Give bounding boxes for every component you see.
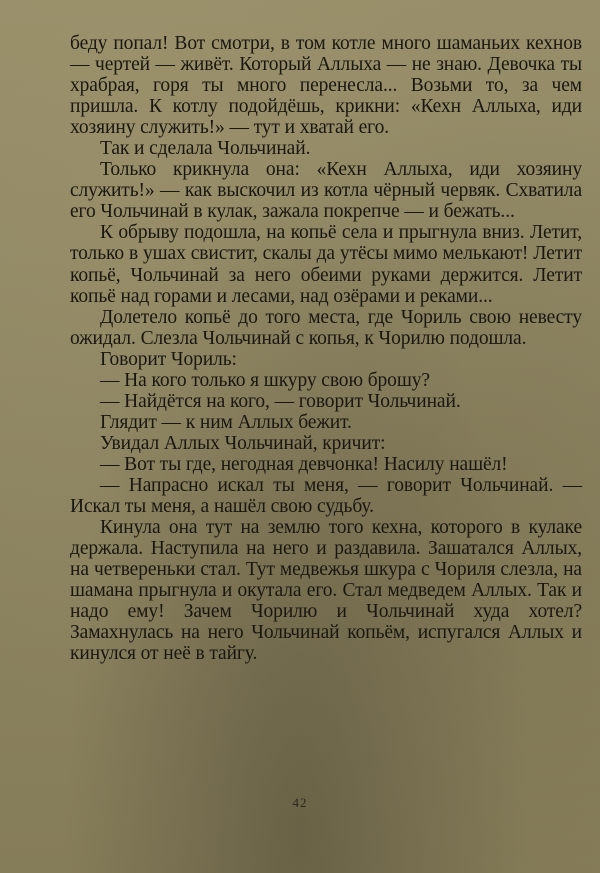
paragraph-2: Так и сделала Чольчинай. [100, 138, 311, 160]
paragraph-4: К обрыву подошла, на копьё села и прыгнула вниз. Летит, только в ушах свистит, скалы да утёсы мимо мелькают! Летит копьё, Чольчинай за него обеими руками держится. Летит копьё над горами и лесами, над озёрами и реками... [70, 222, 582, 307]
paragraph-13: Кинула она тут на землю того кехна, которого в кулаке держала. Наступила на него и раздавила. Зашатался Аллых, на четвереньки стал. Тут медвежья шкура с Чориля слезла, на шамана прыгнула и окутала его. Стал медведем Аллых. Так и надо ему! Зачем Чорилю и Чольчинай худа хотел? Замахнулась на него Чольчинай копьём, испугался Аллых и кинулся от неё в тайгу. [70, 517, 582, 665]
paragraph-7: — На кого только я шкуру свою брошу? [100, 369, 430, 391]
page-number: 42 [292, 795, 308, 810]
paragraph-10: Увидал Аллых Чольчинай, кричит: [100, 432, 386, 454]
paragraph-12: — Напрасно искал ты меня, — говорит Чольчинай. — Искал ты меня, а нашёл свою судьбу. [70, 474, 582, 518]
paragraph-3: Только крикнула она: «Кехн Аллыха, иди хозяину служить!» — как выскочил из котла чёрный червяк. Схватила его Чольчинай в кулак, зажала покрепче — и бежать... [70, 159, 582, 223]
paragraph-11: — Вот ты где, негодная девчонка! Насилу нашёл! [100, 453, 508, 475]
paragraph-5: Долетело копьё до того места, где Чориль свою невесту ожидал. Слезла Чольчинай с копья, к Чорилю подошла. [70, 306, 582, 349]
paragraph-9: Глядит — к ним Аллых бежит. [100, 411, 352, 433]
paragraph-8: — Найдётся на кого, — говорит Чольчинай. [100, 390, 461, 412]
body-text [70, 33, 582, 664]
paragraph-6: Говорит Чориль: [100, 348, 237, 370]
paragraph-1: беду попал! Вот смотри, в том котле много шаманьих кехнов — чертей — живёт. Который Аллыха — не знаю. Девочка ты храбрая, горя ты много перенесла... Возьми то, за чем пришла. К котлу подойдёшь, крикни: «Кехн Аллыха, иди хозяину служить!» — тут и хватай его. [70, 33, 582, 139]
